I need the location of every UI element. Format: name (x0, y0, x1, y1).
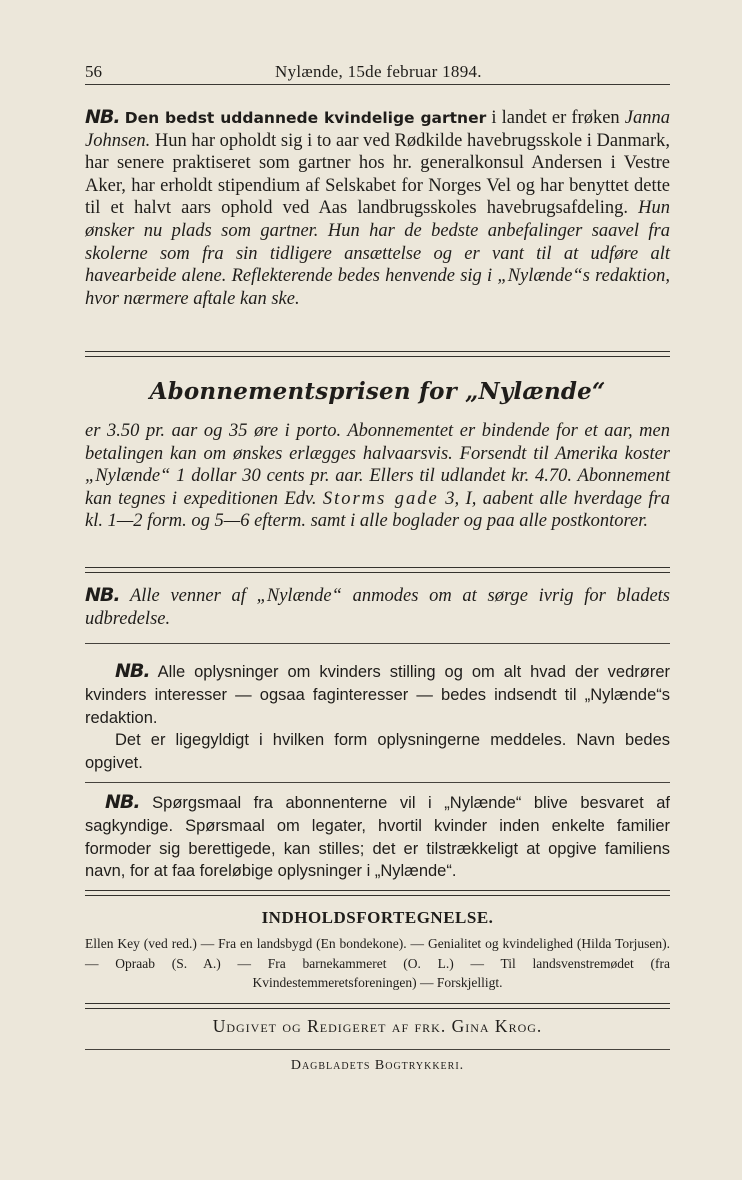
questions-notice-text: NB. Spørgsmaal fra abonnenterne vil i „Nylænde“ blive besvaret af sagkyndige. Spørsmaal om legater, hvortil kvinder inden enkelte familier formoder sig berettigede, kan stilles; det er tilstrækkeligt at opgive familiens navn, for at faa foreløbige oplysninger i „Nylænde“. (85, 791, 670, 881)
divider-double (85, 890, 670, 896)
nb-mark: NB. (85, 584, 120, 606)
notice-lead: Den bedst uddannede kvindelige gartner (124, 109, 487, 127)
page-number: 56 (85, 62, 102, 81)
divider-single (85, 782, 670, 783)
questions-notice (85, 791, 670, 883)
subscription-text: er 3.50 pr. aar og 35 øre i porto. Abonnementet er bindende for et aar, men betalingen kan om ønskes erlægges halvaarsvis. Forsendt til Amerika koster „Nylænde“ 1 dollar 30 cents pr. aar. Ellers til udlandet kr. 4.70. Abonnement kan tegnes i expeditionen Edv. Storms gade 3, I, aabent alle hverdage fra kl. 1—2 form. og 5—6 efterm. samt i alle boglader og paa alle postkontorer. (85, 421, 670, 532)
toc-title: INDHOLDSFORTEGNELSE. (261, 908, 494, 927)
divider-single (85, 1049, 670, 1050)
nb-mark: NB. (115, 660, 150, 682)
header-rule (85, 84, 670, 85)
gardener-italic: Hun ønsker nu plads som gartner. Hun har de bedste anbefalinger saavel fra skolerne som fra sin tidligere ansættelse og er vant til at udføre alt havearbeide alene. Reflekterende bedes henvende sig i „Nylænde“s redaktion, hvor nærmere aftale kan ske. (85, 198, 670, 309)
information-notice (85, 660, 670, 775)
information-notice-text-2: Det er ligegyldigt i hvilken form oplysningerne meddeles. Navn bedes opgivet. (85, 731, 670, 773)
gardener-notice-text: NB. Den bedst uddannede kvindelige gartner i landet er frøken Janna Johnsen. Hun har opholdt sig i to aar ved Rødkilde havebrugsskole i Danmark, har senere praktiseret som gartner hos hr. generalkonsul Andersen i Vestre Aker, har erholdt stipendium af Selskabet for Norges Vel og har benyttet dette til et halvt aars ophold ved Aas landbrugsskoles havebrugsafdeling. Hun ønsker nu plads som gartner. Hun har de bedste anbefalinger saavel fra skolerne som fra sin tidligere ansættelse og er vant til at udføre alt havearbeide alene. Reflekterende bedes henvende sig i „Nylænde“s redaktion, hvor nærmere aftale kan ske. (85, 106, 670, 309)
divider-single (85, 643, 670, 644)
page-header (85, 62, 670, 84)
information-notice-text: NB. Alle oplysninger om kvinders stilling og om alt hvad der vedrører kvinders interesser — ogsaa faginteresser — bedes indsendt til „Nylænde“s redaktion. (85, 660, 670, 727)
masthead: Nylænde, 15de februar 1894. (275, 62, 482, 81)
printer-line: Dagbladets Bogtrykkeri. (290, 1058, 465, 1073)
subscription-heading: Abonnementsprisen for „Nylænde“ (149, 378, 606, 405)
friends-notice (85, 584, 670, 630)
nb-mark: NB. (105, 791, 140, 813)
toc-text: Ellen Key (ved red.) — Fra en landsbygd (En bondekone). — Genialitet og kvindelighed (Hilda Torjusen). — Opraab (S. A.) — Fra barnekammeret (O. L.) — Til landsvenstremødet (fra Kvindestemmeretsforeningen) — Forskjelligt. (85, 936, 670, 990)
friends-notice-text: NB. Alle venner af „Nylænde“ anmodes om at sørge ivrig for bladets udbredelse. (85, 584, 670, 629)
nb-mark: NB. (85, 106, 120, 128)
gardener-name: Janna Johnsen. (85, 108, 670, 151)
street-name: Storms gade (322, 488, 439, 509)
divider-double (85, 567, 670, 573)
divider-double (85, 351, 670, 357)
gardener-notice (85, 106, 670, 310)
publisher-line: Udgivet og Redigeret af frk. Gina Krog. (212, 1016, 543, 1036)
divider-double (85, 1003, 670, 1009)
subscription-block (85, 420, 670, 533)
